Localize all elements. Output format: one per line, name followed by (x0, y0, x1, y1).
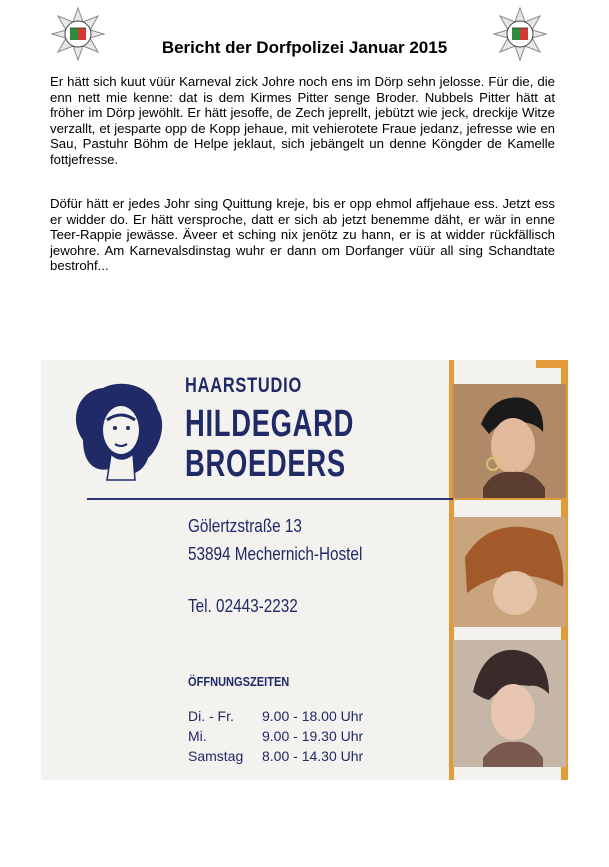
card-studio-label: HAARSTUDIO (185, 374, 302, 397)
article-paragraph-1: Er hätt sich kuut vüür Karneval zick Johre noch ens im Dörp sehn jelosse. Für die, die enn nett mie kenne: dat is dem Kirmes Pitter senge Broder. Nubbels Pitter hätt at fröher im Dörp jewöhlt. Er hätt jesoffe, de Zech jeprellt, jebützt wie jeck, dreckije Witze verzallt, et jesparte opp de Kopp jehaue, mit vehierotete Fraue jedanz, jefresse wie en Sau, Pastuhr Böhm de Helpe jeklaut, sich jebängelt un denne Köngder de Kamelle fottjefresse. (50, 74, 555, 167)
hours-time: 9.00 - 18.00 Uhr (262, 708, 364, 724)
article-paragraph-2: Döfür hätt er jedes Johr sing Quittung kreje, bis er opp ehmol affjehaue ess. Jetzt ess er widder do. Er hätt versproche, datt er sich ab jetzt benemme däht, er wär in enne Teer-Rappie jewässe. Äveer et sching nix jenötz zu hann, er is at widder rückfällisch jewohre. Am Karnevalsdinstag wuhr er dann om Dorfanger vüür all sing Schandtate bestrohf... (50, 196, 555, 274)
hairstyle-photo (453, 640, 566, 767)
business-card-image (41, 360, 568, 780)
hairstyle-photo (453, 384, 566, 498)
hairstyle-photos (453, 372, 566, 780)
hours-time: 8.00 - 14.30 Uhr (262, 748, 364, 764)
hours-day: Mi. (188, 728, 207, 744)
hairstyle-photo (453, 517, 566, 627)
hours-day: Samstag (188, 748, 244, 764)
card-hours-table (188, 706, 363, 766)
card-divider (87, 498, 453, 500)
card-name-last: BROEDERS (185, 443, 346, 485)
hours-row (188, 726, 363, 746)
hours-row (188, 746, 363, 766)
woman-portrait-logo-icon (63, 380, 173, 488)
hours-day: Di. - Fr. (188, 708, 234, 724)
page-title: Bericht der Dorfpolizei Januar 2015 (161, 38, 448, 57)
card-hours-title: ÖFFNUNGSZEITEN (188, 674, 290, 689)
card-city: 53894 Mechernich-Hostel (188, 544, 363, 564)
hours-time: 9.00 - 19.30 Uhr (262, 728, 364, 744)
card-owner-name (185, 404, 354, 484)
card-street: Gölertzstraße 13 (188, 516, 302, 536)
card-name-first: HILDEGARD (185, 403, 355, 445)
hours-row (188, 706, 363, 726)
card-phone: Tel. 02443-2232 (188, 596, 298, 616)
